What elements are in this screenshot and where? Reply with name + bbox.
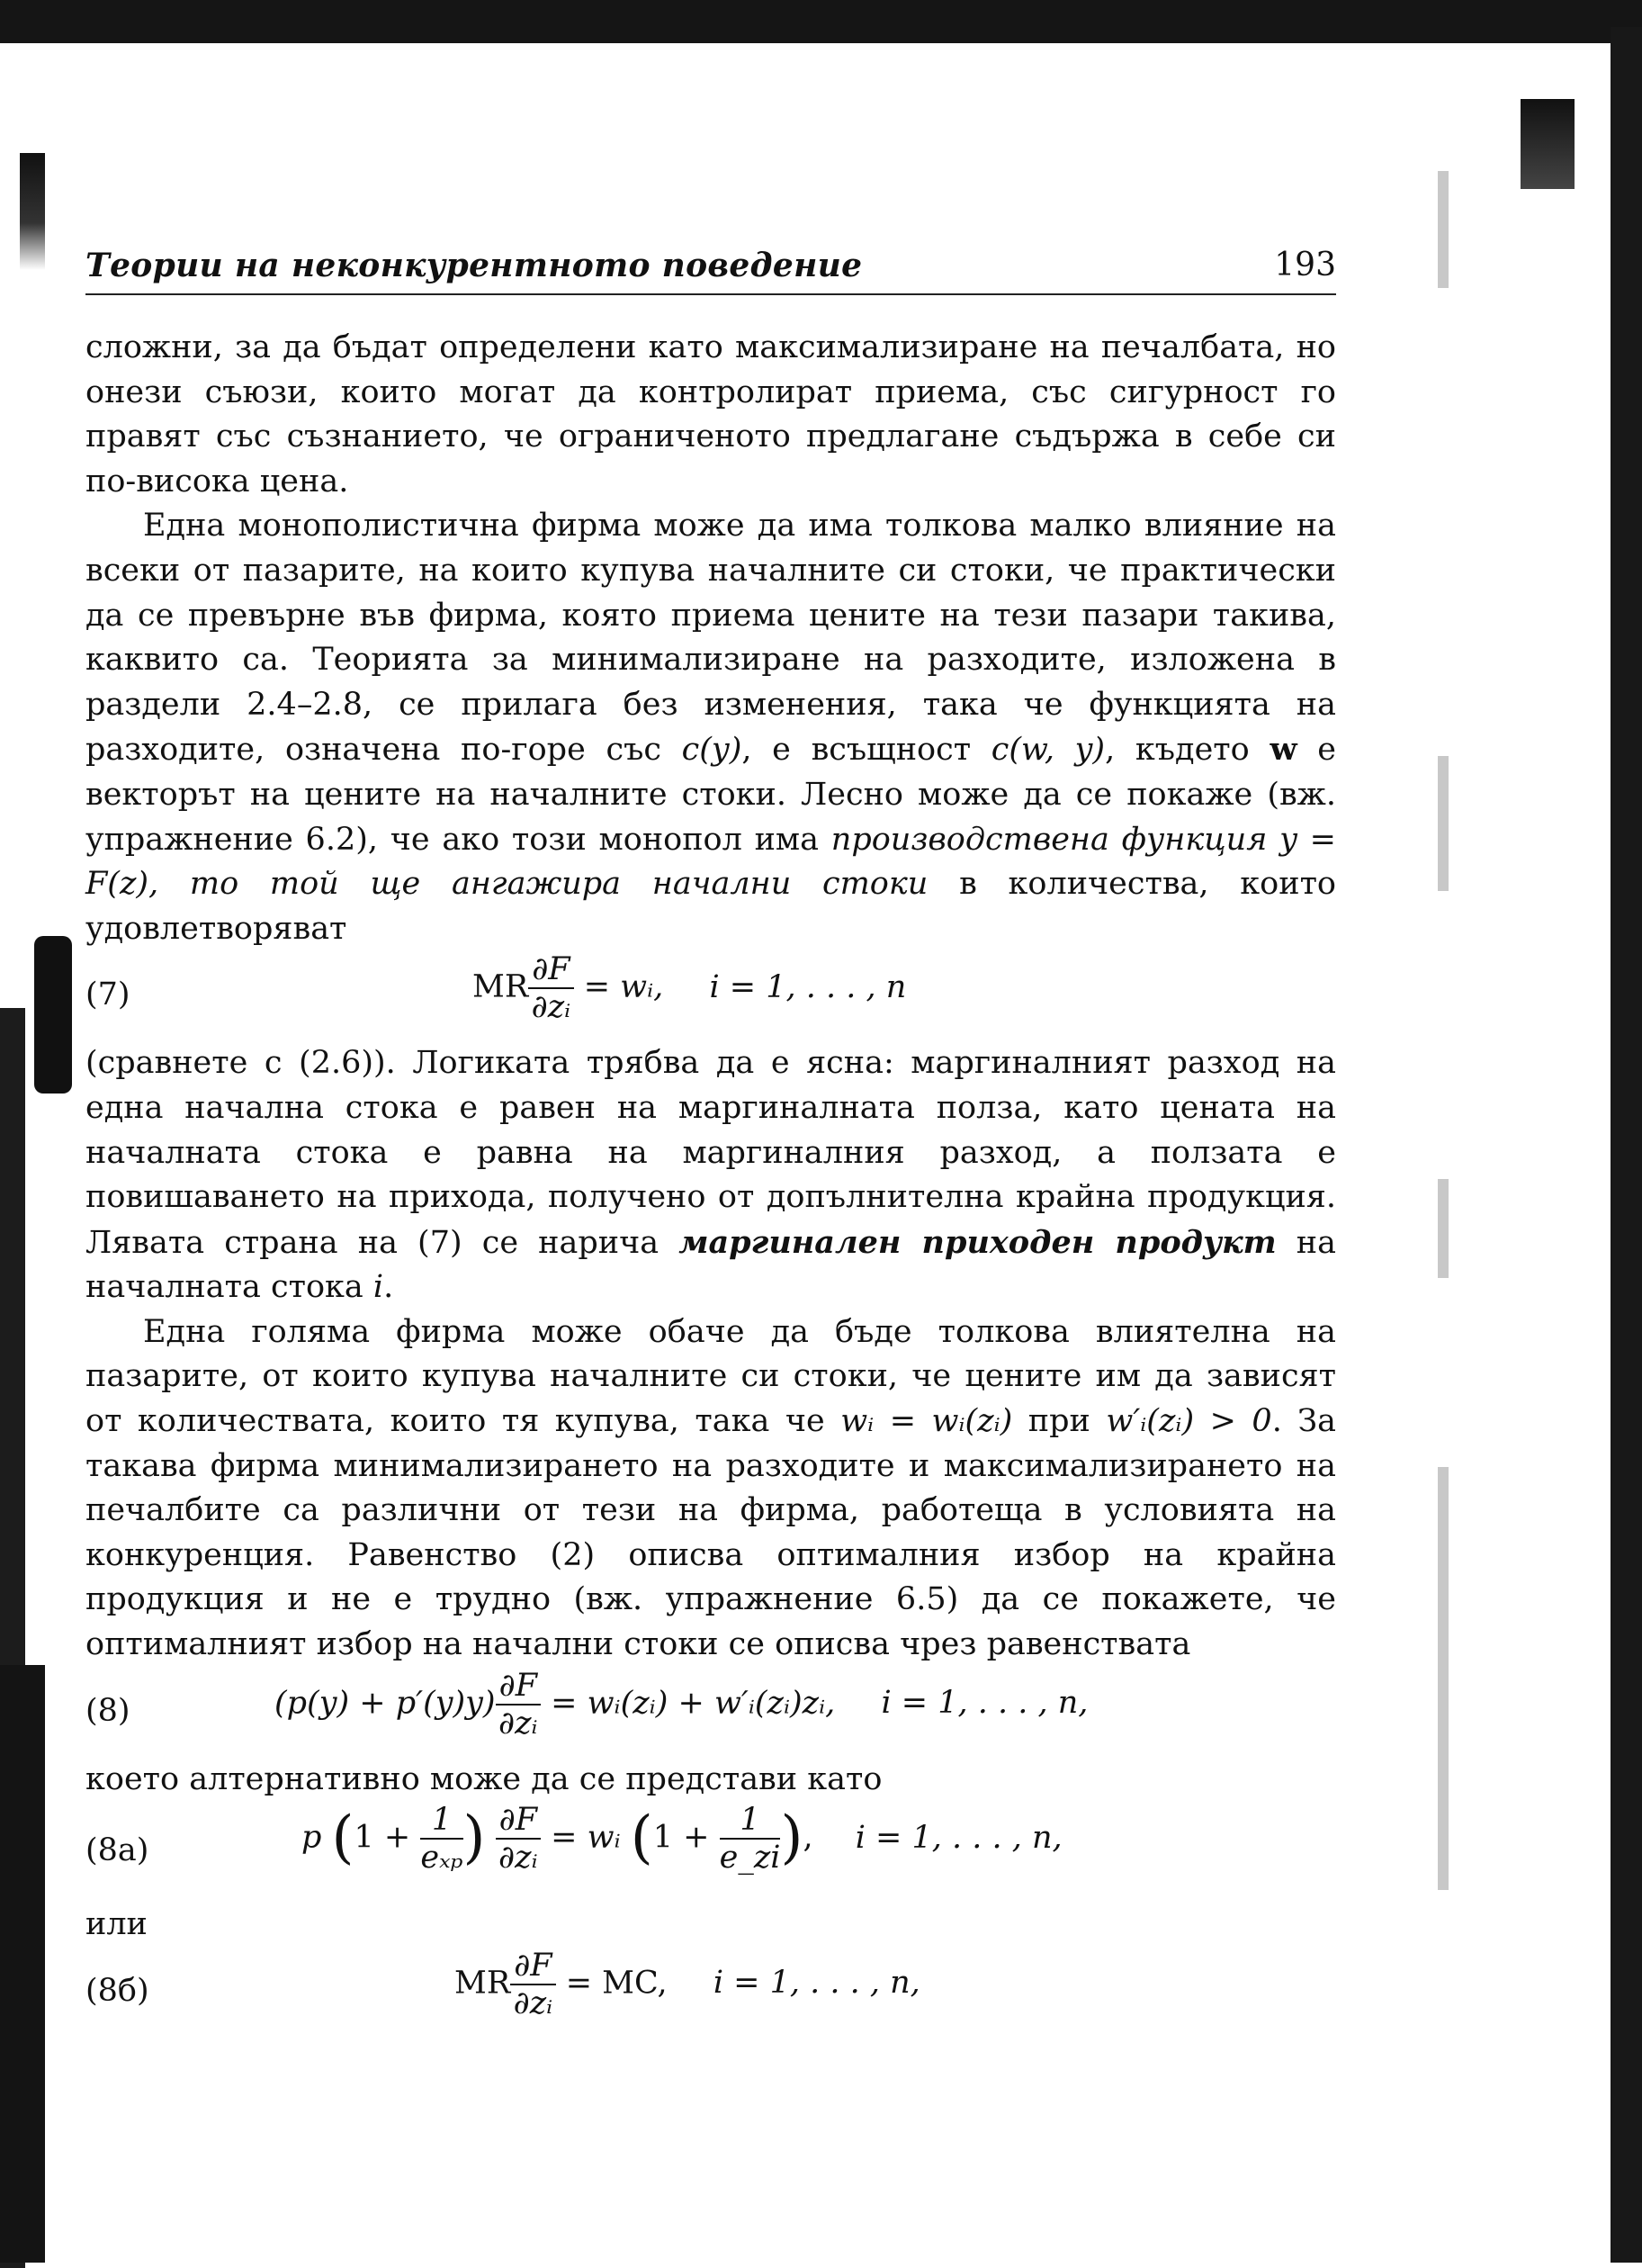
fraction-denominator: ∂zᵢ [498,1840,538,1876]
fraction [496,1802,541,1876]
fraction-numerator: ∂F [528,951,573,989]
eq-term: 1 + [652,1819,710,1856]
paragraph-3 [85,1041,1336,1310]
math-inline: c(w, y) [991,732,1106,769]
eq-range: i = 1, . . . , n [709,968,907,1005]
paren-open: ( [630,1804,653,1872]
equation-label: (8) [85,1692,130,1729]
scan-border-right [1611,27,1642,2263]
fraction [420,1802,462,1876]
text: . [383,1269,394,1306]
fraction-denominator: e_zi [719,1840,781,1876]
emphasis-text: производствена функция y = F(z), то той ще ангажира начални стоки [85,821,1336,903]
fraction-denominator: ∂zᵢ [513,1984,553,2021]
math-inline: i [372,1269,384,1306]
eq-term: , [803,1819,813,1856]
fraction-numerator: 1 [420,1802,462,1840]
paren-open: ( [331,1804,354,1872]
text: е векторът на цените на началните стоки. Лесно може да се покаже (вж. упражнение 6.2), че ако този монопол има [85,732,1336,858]
fraction-numerator: ∂F [510,1948,555,1985]
eq-term: MR [472,968,529,1005]
defined-term: маргинален приходен продукт [678,1223,1277,1261]
math-inline: wᵢ = wᵢ(zᵢ) [840,1403,1013,1440]
eq-term: 1 + [354,1819,411,1856]
fraction-numerator: ∂F [496,1668,541,1706]
page-header [85,243,1336,295]
eq-term: = wᵢ [551,1819,621,1856]
scan-border-top [0,0,1642,43]
paragraph-5: което алтернативно може да се представи като [85,1760,883,1797]
scan-smudge [1438,1179,1449,1278]
equation-8 [85,1668,1336,1758]
eq-range: i = 1, . . . , n, [713,1965,920,2002]
fraction [720,1802,781,1876]
math-inline: w′ᵢ(zᵢ) > 0 [1106,1403,1272,1440]
math-inline-bold: w [1270,731,1297,769]
text: при [1012,1403,1107,1440]
equation-body [454,1948,920,2021]
fraction-numerator: 1 [720,1802,781,1840]
fraction [510,1948,555,2021]
page-body [85,326,1336,2038]
equation-7 [85,951,1336,1041]
paragraph-2 [85,504,1336,951]
scan-smudge [1438,1467,1449,1890]
eq-term: = MC, [565,1965,668,2002]
scan-mark-top-left [20,153,45,270]
paragraph-4 [85,1310,1336,1668]
paragraph-1: сложни, за да бъдат определени като максимализиране на печалбата, но онези съюзи, които могат да контролират приема, със сигурност го правят със съзнанието, че ограниченото предлагане съдържа в себе си по-висока цена. [85,329,1336,500]
scan-mark-right [1521,99,1575,189]
scan-smudge [1438,171,1449,288]
text: , е всъщност [741,732,991,769]
equation-label: (8б) [85,1972,149,2009]
equation-8b [85,1948,1336,2038]
scan-smudge [1438,756,1449,891]
paren-close: ) [780,1804,803,1872]
book-page [85,243,1336,2038]
fraction-denominator: eₓₚ [420,1840,463,1876]
equation-8a [85,1802,1336,1903]
equation-body [274,1668,1088,1742]
equation-body [472,951,906,1025]
fraction-denominator: ∂zᵢ [498,1705,538,1742]
page-number: 193 [1274,247,1336,284]
eq-term: MR [454,1965,511,2002]
fraction [496,1668,541,1742]
eq-range: i = 1, . . . , n, [855,1819,1063,1856]
text: Една голяма фирма може обаче да бъде толкова влиятелна на пазарите, от които купува началните си стоки, че цените им да зависят от количествата, които тя купува, така че [85,1313,1336,1440]
running-title: Теории на неконкурентното поведение [85,247,863,284]
math-inline: c(y) [681,732,742,769]
equation-label: (8a) [85,1832,149,1869]
paragraph-6: или [85,1906,148,1943]
eq-term: p [301,1819,322,1856]
eq-term: = wᵢ, [583,968,664,1005]
eq-term: (p(y) + p′(y)y) [274,1685,496,1722]
scan-border-left-bottom [0,1665,45,2263]
text: на началната стока [85,1224,1336,1306]
scan-binder-mark [34,936,72,1094]
eq-range: i = 1, . . . , n, [881,1685,1089,1722]
equation-body [301,1802,1063,1876]
fraction [528,951,573,1025]
fraction-denominator: ∂zᵢ [531,989,571,1026]
text: . За такава фирма минимализирането на разходите и максимализирането на печалбите са различни от тези на фирма, работеща в условията на конкуренция. Равенство (2) описва оптималния избор на крайна продукция и не е трудно (вж. упражнение 6.5) да се покажете, че оптималният избор на начални стоки се описва чрез равенствата [85,1403,1336,1663]
equation-label: (7) [85,976,130,1013]
eq-term: = wᵢ(zᵢ) + w′ᵢ(zᵢ)zᵢ, [551,1685,836,1722]
paren-close: ) [462,1804,486,1872]
text: Една монополистична фирма може да има толкова малко влияние на всеки от пазарите, на които купува началните си стоки, че практически да се превърне във фирма, която приема цените на тези пазари такива, каквито са. Теорията за минимализиране на разходите, изложена в раздели 2.4–2.8, се прилага без изменения, така че функцията на разходите, означена по-горе със [85,508,1336,769]
fraction-numerator: ∂F [496,1802,541,1840]
text: (сравнете с (2.6)). Логиката трябва да е ясна: маргиналният разход на една начална стока е равен на маргиналната полза, като цената на началната стока е равна на маргиналния разход, а ползата е повишаването на прихода, получено от допълнителна крайна продукция. Лявата страна на (7) се нарича [85,1045,1336,1261]
text: , където [1105,732,1270,769]
text: в количества, които удовлетворяват [85,866,1337,947]
